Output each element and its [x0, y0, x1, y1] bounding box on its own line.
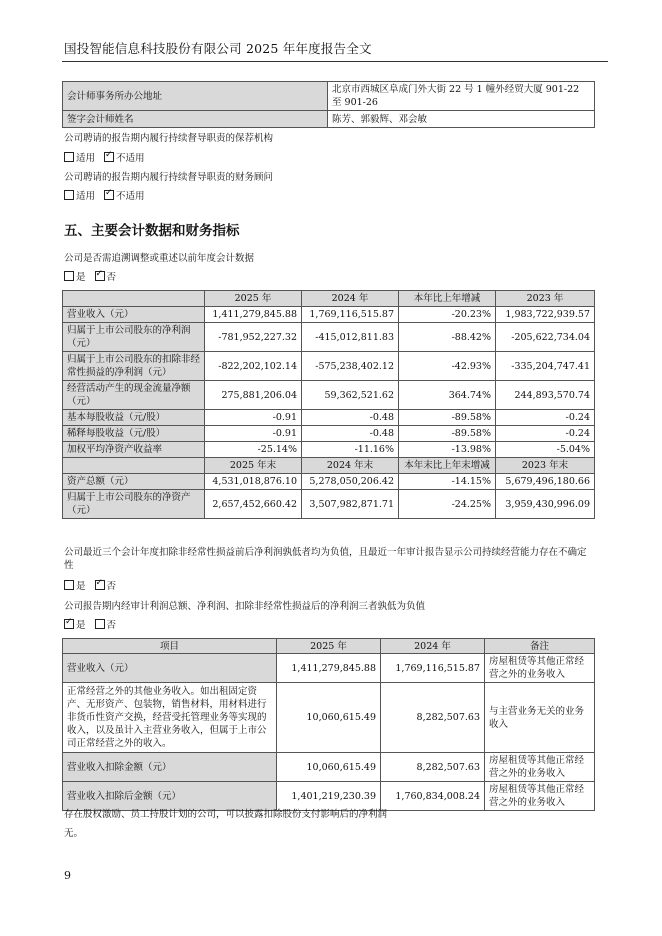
share-payment-value: 无。 [64, 828, 84, 839]
cell-value: -781,952,227.32 [205, 323, 302, 352]
table-row [63, 654, 595, 683]
table-header-row [63, 458, 595, 474]
cell-value: 1,760,834,008.24 [381, 782, 485, 811]
cell-value: -0.24 [496, 426, 595, 442]
cell-value: 1,983,722,939.57 [496, 307, 595, 323]
cell-value: 8,282,507.63 [381, 753, 485, 782]
unchecked-box-icon [64, 190, 74, 200]
cell-value: -205,622,734.04 [496, 323, 595, 352]
firm-address-label: 会计师事务所办公地址 [63, 82, 328, 111]
checked-box-icon [64, 619, 74, 629]
cell-value: 1,769,116,515.87 [302, 307, 399, 323]
unchecked-box-icon [64, 271, 74, 281]
table-row [63, 683, 595, 753]
checked-box-icon [104, 152, 114, 162]
firm-address-value: 北京市西城区阜成门外大街 22 号 1 幢外经贸大厦 901-22 至 901-26 [328, 82, 595, 111]
header-cell: 本年比上年增减 [399, 291, 496, 307]
row-label: 营业收入（元） [63, 654, 277, 683]
table-row [63, 410, 595, 426]
table-header-row [63, 291, 595, 307]
unchecked-box-icon [64, 152, 74, 162]
option-yes-label: 是 [76, 620, 86, 631]
signing-accountant-label: 签字会计师姓名 [63, 111, 328, 128]
unchecked-box-icon [64, 580, 74, 590]
cell-value: 1,769,116,515.87 [381, 654, 485, 683]
row-label: 资产总额（元） [63, 474, 205, 490]
row-label: 营业收入（元） [63, 307, 205, 323]
cell-value: -42.93% [399, 352, 496, 381]
option-yes-label: 是 [76, 581, 86, 592]
table-row [63, 82, 595, 111]
header-cell: 2024 年 [381, 639, 485, 654]
cell-value: 3,959,430,996.09 [496, 490, 595, 519]
option-not-apply-label: 不适用 [116, 191, 145, 202]
table-row [63, 352, 595, 381]
header-cell: 2023 年 [496, 291, 595, 307]
cell-value: 59,362,521.62 [302, 381, 399, 410]
cell-value: 1,411,279,845.88 [205, 307, 302, 323]
header-cell: 备注 [485, 639, 595, 654]
row-label: 归属于上市公司股东的净资产（元） [63, 490, 205, 519]
row-label: 加权平均净资产收益率 [63, 442, 205, 458]
negative-options [64, 619, 116, 632]
cell-remark: 房屋租赁等其他正常经营之外的业务收入 [485, 782, 595, 811]
header-cell [63, 291, 205, 307]
going-concern-question: 公司最近三个会计年度扣除非经常性损益前后净利润孰低者均为负值，且最近一年审计报告显示公司持续经营能力存在不确定性 [64, 547, 587, 571]
table-row [63, 442, 595, 458]
restate-options [64, 271, 116, 284]
cell-value: -13.98% [399, 442, 496, 458]
cell-value: -0.24 [496, 410, 595, 426]
cell-value: -25.14% [205, 442, 302, 458]
cell-value: 275,881,206.04 [205, 381, 302, 410]
share-payment-note: 存在股权激励、员工持股计划的公司，可以披露扣除股份支付影响后的净利润 [64, 809, 388, 820]
row-label: 归属于上市公司股东的扣除非经常性损益的净利润（元） [63, 352, 205, 381]
advisor-options [64, 190, 145, 203]
cell-value: 364.74% [399, 381, 496, 410]
header-cell: 本年末比上年末增减 [399, 458, 496, 474]
table-row [63, 490, 595, 519]
cell-value: -89.58% [399, 410, 496, 426]
table-header-row [63, 639, 595, 654]
table-row [63, 782, 595, 811]
table-row [63, 426, 595, 442]
cell-value: -822,202,102.14 [205, 352, 302, 381]
cell-value: 5,679,496,180.66 [496, 474, 595, 490]
cell-value: 10,060,615.49 [277, 683, 381, 753]
checked-box-icon [104, 190, 114, 200]
cell-value: -14.15% [399, 474, 496, 490]
advisor-question: 公司聘请的报告期内履行持续督导职责的财务顾问 [64, 172, 274, 183]
report-header-title: 国投智能信息科技股份有限公司 2025 年年度报告全文 [64, 41, 372, 56]
cell-value: -415,012,811.83 [302, 323, 399, 352]
option-apply-label: 适用 [76, 153, 96, 164]
restate-question: 公司是否需追溯调整或重述以前年度会计数据 [64, 253, 255, 264]
checked-box-icon [95, 580, 105, 590]
main-financial-table [62, 290, 595, 519]
row-label: 正常经营之外的其他业务收入。如出租固定资产、无形资产、包装物，销售材料，用材料进行非货币性资产交换，经营受托管理业务等实现的收入，以及虽计入主营业务收入，但属于上市公司正常经营之外的收入。 [63, 683, 277, 753]
cell-value: -24.25% [399, 490, 496, 519]
row-label: 营业收入扣除后金额（元） [63, 782, 277, 811]
sponsor-question: 公司聘请的报告期内履行持续督导职责的保荐机构 [64, 133, 274, 144]
checked-box-icon [95, 271, 105, 281]
header-cell: 2025 年末 [205, 458, 302, 474]
cell-value: 10,060,615.49 [277, 753, 381, 782]
revenue-deduction-table [62, 638, 595, 811]
header-cell: 2024 年 [302, 291, 399, 307]
cell-value: -575,238,402.12 [302, 352, 399, 381]
row-label: 归属于上市公司股东的净利润（元） [63, 323, 205, 352]
table-row [63, 381, 595, 410]
cell-value: -0.91 [205, 410, 302, 426]
cell-value: -0.48 [302, 410, 399, 426]
cell-remark: 房屋租赁等其他正常经营之外的业务收入 [485, 753, 595, 782]
row-label: 稀释每股收益（元/股） [63, 426, 205, 442]
cell-value: 5,278,050,206.42 [302, 474, 399, 490]
header-cell: 2025 年 [205, 291, 302, 307]
option-no-label: 否 [106, 272, 117, 283]
cell-value: 2,657,452,660.42 [205, 490, 302, 519]
cell-value: -0.91 [205, 426, 302, 442]
option-yes-label: 是 [76, 272, 86, 283]
option-no-label: 否 [106, 620, 117, 631]
cell-value: -5.04% [496, 442, 595, 458]
cell-value: 3,507,982,871.71 [302, 490, 399, 519]
accounting-firm-table [62, 81, 595, 128]
option-no-label: 否 [106, 581, 117, 592]
header-divider [62, 61, 608, 62]
option-apply-label: 适用 [76, 191, 96, 202]
row-label: 基本每股收益（元/股） [63, 410, 205, 426]
table-row [63, 474, 595, 490]
page-number: 9 [64, 869, 71, 882]
header-cell [63, 458, 205, 474]
row-label: 经营活动产生的现金流量净额（元） [63, 381, 205, 410]
cell-value: -335,204,747.41 [496, 352, 595, 381]
table-row [63, 307, 595, 323]
cell-remark: 房屋租赁等其他正常经营之外的业务收入 [485, 654, 595, 683]
cell-value: -88.42% [399, 323, 496, 352]
row-label: 营业收入扣除金额（元） [63, 753, 277, 782]
header-cell: 2025 年 [277, 639, 381, 654]
cell-value: -89.58% [399, 426, 496, 442]
sponsor-options [64, 152, 145, 165]
going-concern-options [64, 580, 116, 593]
header-cell: 项目 [63, 639, 277, 654]
cell-value: -0.48 [302, 426, 399, 442]
cell-remark: 与主营业务无关的业务收入 [485, 683, 595, 753]
cell-value: -20.23% [399, 307, 496, 323]
cell-value: 1,401,219,230.39 [277, 782, 381, 811]
cell-value: -11.16% [302, 442, 399, 458]
table-row [63, 111, 595, 128]
negative-question: 公司报告期内经审计利润总额、净利润、扣除非经常性损益后的净利润三者孰低为负值 [64, 601, 426, 612]
cell-value: 8,282,507.63 [381, 683, 485, 753]
table-row [63, 323, 595, 352]
section-title: 五、主要会计数据和财务指标 [64, 223, 240, 239]
cell-value: 244,893,570.74 [496, 381, 595, 410]
unchecked-box-icon [95, 619, 105, 629]
cell-value: 4,531,018,876.10 [205, 474, 302, 490]
table-row [63, 753, 595, 782]
cell-value: 1,411,279,845.88 [277, 654, 381, 683]
option-not-apply-label: 不适用 [116, 153, 145, 164]
header-cell: 2024 年末 [302, 458, 399, 474]
signing-accountant-value: 陈芳、郭毅辉、邓会敏 [328, 111, 595, 128]
header-cell: 2023 年末 [496, 458, 595, 474]
